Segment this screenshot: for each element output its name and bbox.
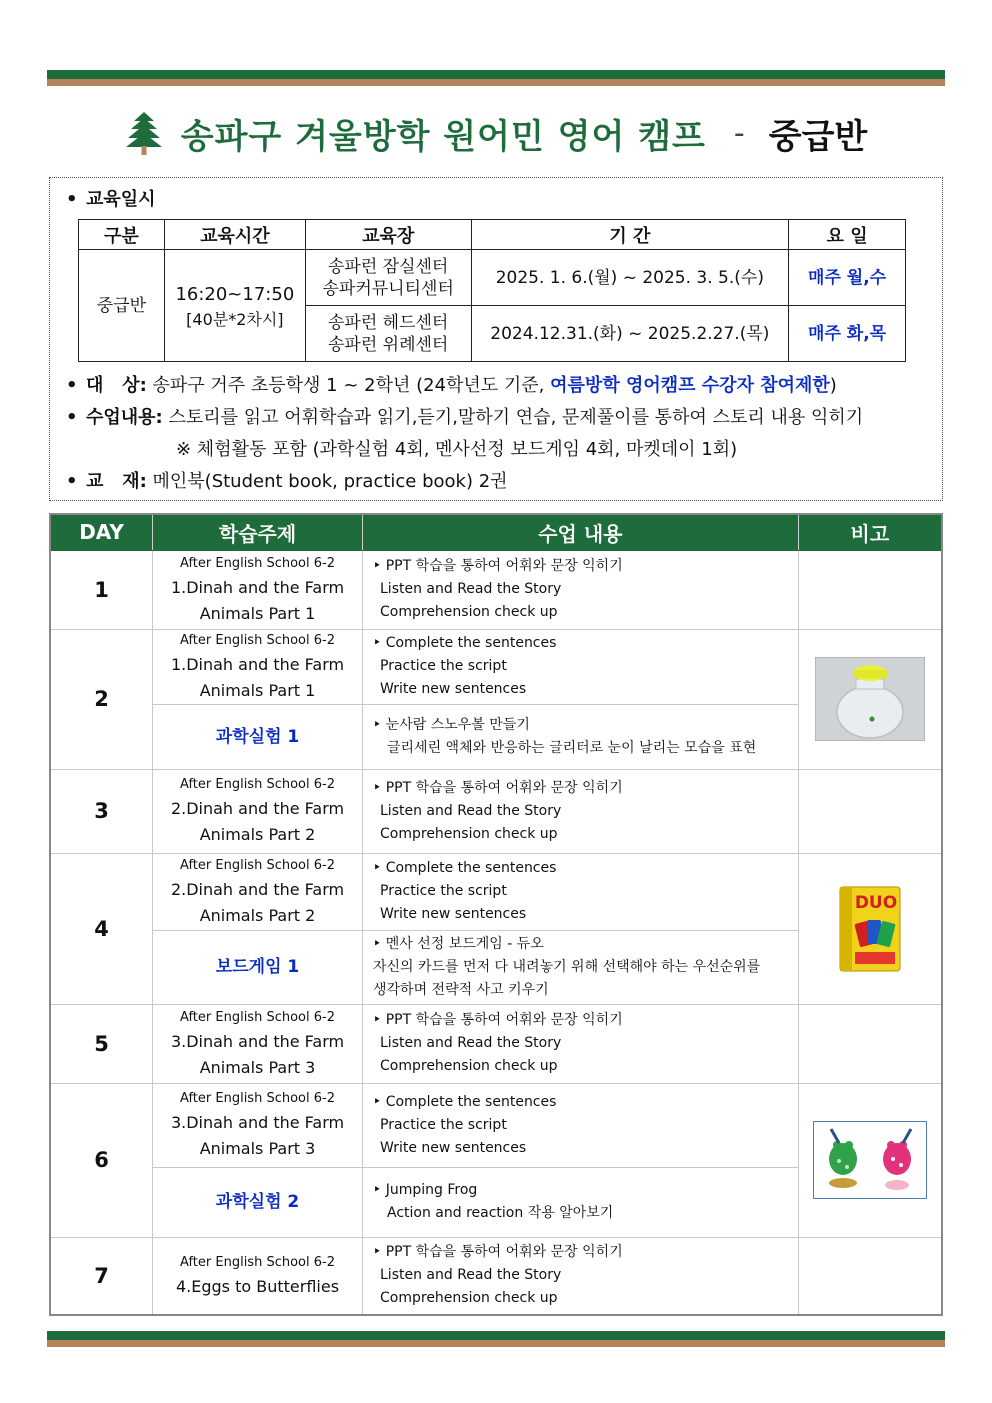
note-cell [798, 629, 942, 769]
content-line: ‣ PPT 학습을 통하여 어휘와 문장 익히기 [373, 1244, 623, 1261]
bottom-decorative-band [47, 1331, 945, 1347]
content-cell [363, 1167, 799, 1237]
table-row [50, 550, 942, 629]
content-line: ‣ Complete the sentences [373, 635, 557, 651]
content-line: Listen and Read the Story [380, 581, 562, 597]
table-row [50, 769, 942, 853]
content-line: • 수업내용: 스토리를 읽고 어휘학습과 읽기,듣기,말하기 연습, 문제풀이를 통하여 스토리 내용 익히기 [66, 407, 864, 428]
day-number: 7 [50, 1237, 153, 1315]
title-dash: - [733, 115, 745, 151]
target-text: 송파구 거주 초등학생 1 ~ 2학년 (24학년도 기준, [152, 375, 545, 396]
content-line: Practice the script [380, 658, 507, 674]
content-line: ‣ Jumping Frog [373, 1182, 478, 1198]
content-text: 스토리를 읽고 어휘학습과 읽기,듣기,말하기 연습, 문제풀이를 통하여 스토리 내용 익히기 [168, 407, 864, 428]
topic-title: Animals Part 3 [199, 1139, 316, 1158]
topic-cell [153, 853, 363, 930]
topic-cell [153, 769, 363, 853]
content-cell [363, 550, 799, 629]
target-label: 대 상: [86, 375, 147, 396]
schedule-header-cell: 교육시간 [164, 220, 305, 250]
pine-tree-icon [125, 110, 163, 156]
content-line: ‣ Complete the sentences [373, 1093, 557, 1110]
table-row [50, 1004, 942, 1083]
topic-cell [153, 629, 363, 704]
content-line: Comprehension check up [380, 604, 558, 620]
material-text: 메인북(Student book, practice book) 2권 [152, 471, 508, 492]
content-line: 생각하며 전략적 사고 키우기 [373, 981, 549, 998]
target-close: ) [829, 375, 837, 396]
topic-cell [153, 1083, 363, 1167]
schedule-heading: • 교육일시 [66, 189, 156, 210]
content-line: Comprehension check up [380, 825, 558, 842]
snow-globe-photo [815, 657, 925, 741]
content-line: Write new sentences [380, 906, 527, 922]
content-line: Practice the script [380, 1116, 507, 1133]
table-row [50, 1237, 942, 1315]
topic-title: 1.Dinah and the Farm [170, 577, 345, 597]
topic-title: 4.Eggs to Butterflies [175, 1276, 340, 1296]
topic-title: 2.Dinah and the Farm [170, 879, 345, 899]
topic-title: Animals Part 2 [199, 825, 316, 844]
curriculum-table [49, 513, 943, 1316]
topic-title: 2.Dinah and the Farm [170, 799, 345, 818]
topic-title: 3.Dinah and the Farm [170, 1113, 345, 1132]
content-line: Write new sentences [380, 681, 527, 697]
venue-cell [305, 306, 471, 362]
note-cell [798, 550, 942, 629]
content-line: ‣ 눈사람 스노우볼 만들기 [373, 716, 530, 733]
note-cell [798, 1237, 942, 1315]
topic-title: Animals Part 1 [199, 680, 316, 700]
topic-cell [153, 550, 363, 629]
schedule-header-row [79, 220, 906, 250]
venue-name: 송파런 잠실센터 [328, 256, 449, 277]
page-title-level: 중급반 [768, 116, 868, 157]
curriculum-header-cell: DAY [50, 514, 153, 550]
page-title-row [0, 106, 992, 160]
topic-source: After English School 6-2 [180, 857, 335, 873]
content-note: ※ 체험활동 포함 (과학실험 4회, 멘사선정 보드게임 4회, 마켓데이 1회) [176, 439, 738, 460]
schedule-header-cell: 기 간 [471, 220, 789, 250]
topic-source: After English School 6-2 [180, 1009, 335, 1025]
content-label: 수업내용: [86, 407, 163, 428]
weekday-cell: 매주 월,수 [789, 250, 906, 306]
topic-title: 3.Dinah and the Farm [170, 1031, 345, 1051]
content-line: 글리세린 액체와 반응하는 글리터로 눈이 날리는 모습을 표현 [387, 739, 757, 756]
weekday-cell: 매주 화,목 [789, 306, 906, 362]
curriculum-header-row [50, 514, 942, 550]
schedule-table [78, 219, 906, 362]
day-number: 1 [50, 550, 153, 629]
content-cell [363, 1004, 799, 1083]
content-line: Listen and Read the Story [380, 1267, 562, 1284]
day-number: 2 [50, 629, 153, 769]
content-line: Comprehension check up [380, 1058, 558, 1074]
content-line: ‣ Complete the sentences [373, 860, 557, 876]
curriculum-header-cell: 수업 내용 [363, 514, 799, 550]
topic-cell [153, 1237, 363, 1315]
content-line: ‣ PPT 학습을 통하여 어휘와 문장 익히기 [373, 779, 623, 796]
content-line: Listen and Read the Story [380, 802, 562, 819]
venue-name: 송파런 헤드센터 [328, 312, 449, 333]
schedule-header-cell: 구분 [79, 220, 165, 250]
class-name: 중급반 [79, 250, 165, 362]
topic-title: Animals Part 1 [199, 603, 316, 623]
table-row [50, 629, 942, 704]
target-line: • 대 상: 송파구 거주 초등학생 1 ~ 2학년 (24학년도 기준, 여름방학 영어캠프 수강자 참여제한) [66, 375, 837, 396]
curriculum-header-cell: 학습주제 [153, 514, 363, 550]
target-restriction: 여름방학 영어캠프 수강자 참여제한 [550, 375, 830, 396]
content-line: 자신의 카드를 먼저 다 내려놓기 위해 선택해야 하는 우선순위를 [373, 958, 761, 975]
top-decorative-band [47, 70, 945, 86]
curriculum-header-cell: 비고 [798, 514, 942, 550]
content-cell [363, 704, 799, 769]
note-cell [798, 1004, 942, 1083]
content-line: ‣ PPT 학습을 통하여 어휘와 문장 익히기 [373, 558, 623, 574]
topic-title: 1.Dinah and the Farm [170, 654, 345, 674]
day-number: 3 [50, 769, 153, 853]
content-cell [363, 1083, 799, 1167]
class-time [164, 250, 305, 362]
topic-source: After English School 6-2 [180, 777, 335, 792]
table-row [50, 1083, 942, 1167]
time-text: 16:20~17:50 [175, 283, 295, 305]
jumping-frog-photo [813, 1121, 927, 1199]
venue-name: 송파커뮤니티센터 [322, 278, 454, 299]
material-label: 교 재: [86, 471, 147, 492]
content-cell [363, 853, 799, 930]
activity-cell: 과학실험 1 [153, 704, 363, 769]
activity-cell: 과학실험 2 [153, 1167, 363, 1237]
content-cell [363, 1237, 799, 1315]
content-cell [363, 930, 799, 1004]
note-cell [798, 1083, 942, 1237]
duo-game-box-photo [839, 886, 901, 972]
table-row [50, 853, 942, 930]
content-cell [363, 769, 799, 853]
content-line: ‣ PPT 학습을 통하여 어휘와 문장 익히기 [373, 1012, 623, 1028]
topic-source: After English School 6-2 [180, 1091, 335, 1106]
content-line: Practice the script [380, 883, 507, 899]
note-cell [798, 769, 942, 853]
period-cell: 2025. 1. 6.(월) ~ 2025. 3. 5.(수) [471, 250, 789, 306]
duo-logo-text: DUO [854, 892, 898, 913]
topic-title: Animals Part 3 [199, 1057, 316, 1077]
period-cell: 2024.12.31.(화) ~ 2025.2.27.(목) [471, 306, 789, 362]
material-line: • 교 재: 메인북(Student book, practice book) 2권 [66, 471, 508, 492]
day-number: 6 [50, 1083, 153, 1237]
sessions-text: [40분*2차시] [186, 309, 284, 329]
topic-source: After English School 6-2 [180, 555, 335, 571]
topic-title: Animals Part 2 [199, 905, 316, 925]
content-line: Action and reaction 작용 알아보기 [387, 1205, 614, 1221]
venue-name: 송파런 위례센터 [328, 334, 449, 355]
venue-cell [305, 250, 471, 306]
content-cell [363, 629, 799, 704]
content-line: ‣ 멘사 선정 보드게임 - 듀오 [373, 935, 544, 952]
topic-source: After English School 6-2 [180, 632, 335, 648]
schedule-header-cell: 교육장 [305, 220, 471, 250]
page-title: 송파구 겨울방학 원어민 영어 캠프 [180, 116, 706, 157]
schedule-header-cell: 요 일 [789, 220, 906, 250]
day-number: 5 [50, 1004, 153, 1083]
day-number: 4 [50, 853, 153, 1004]
activity-cell: 보드게임 1 [153, 930, 363, 1004]
content-line: Write new sentences [380, 1139, 527, 1156]
schedule-row [79, 250, 906, 306]
content-line: Comprehension check up [380, 1290, 558, 1307]
topic-source: After English School 6-2 [180, 1254, 335, 1270]
note-cell [798, 853, 942, 1004]
content-line: Listen and Read the Story [380, 1035, 562, 1051]
topic-cell [153, 1004, 363, 1083]
